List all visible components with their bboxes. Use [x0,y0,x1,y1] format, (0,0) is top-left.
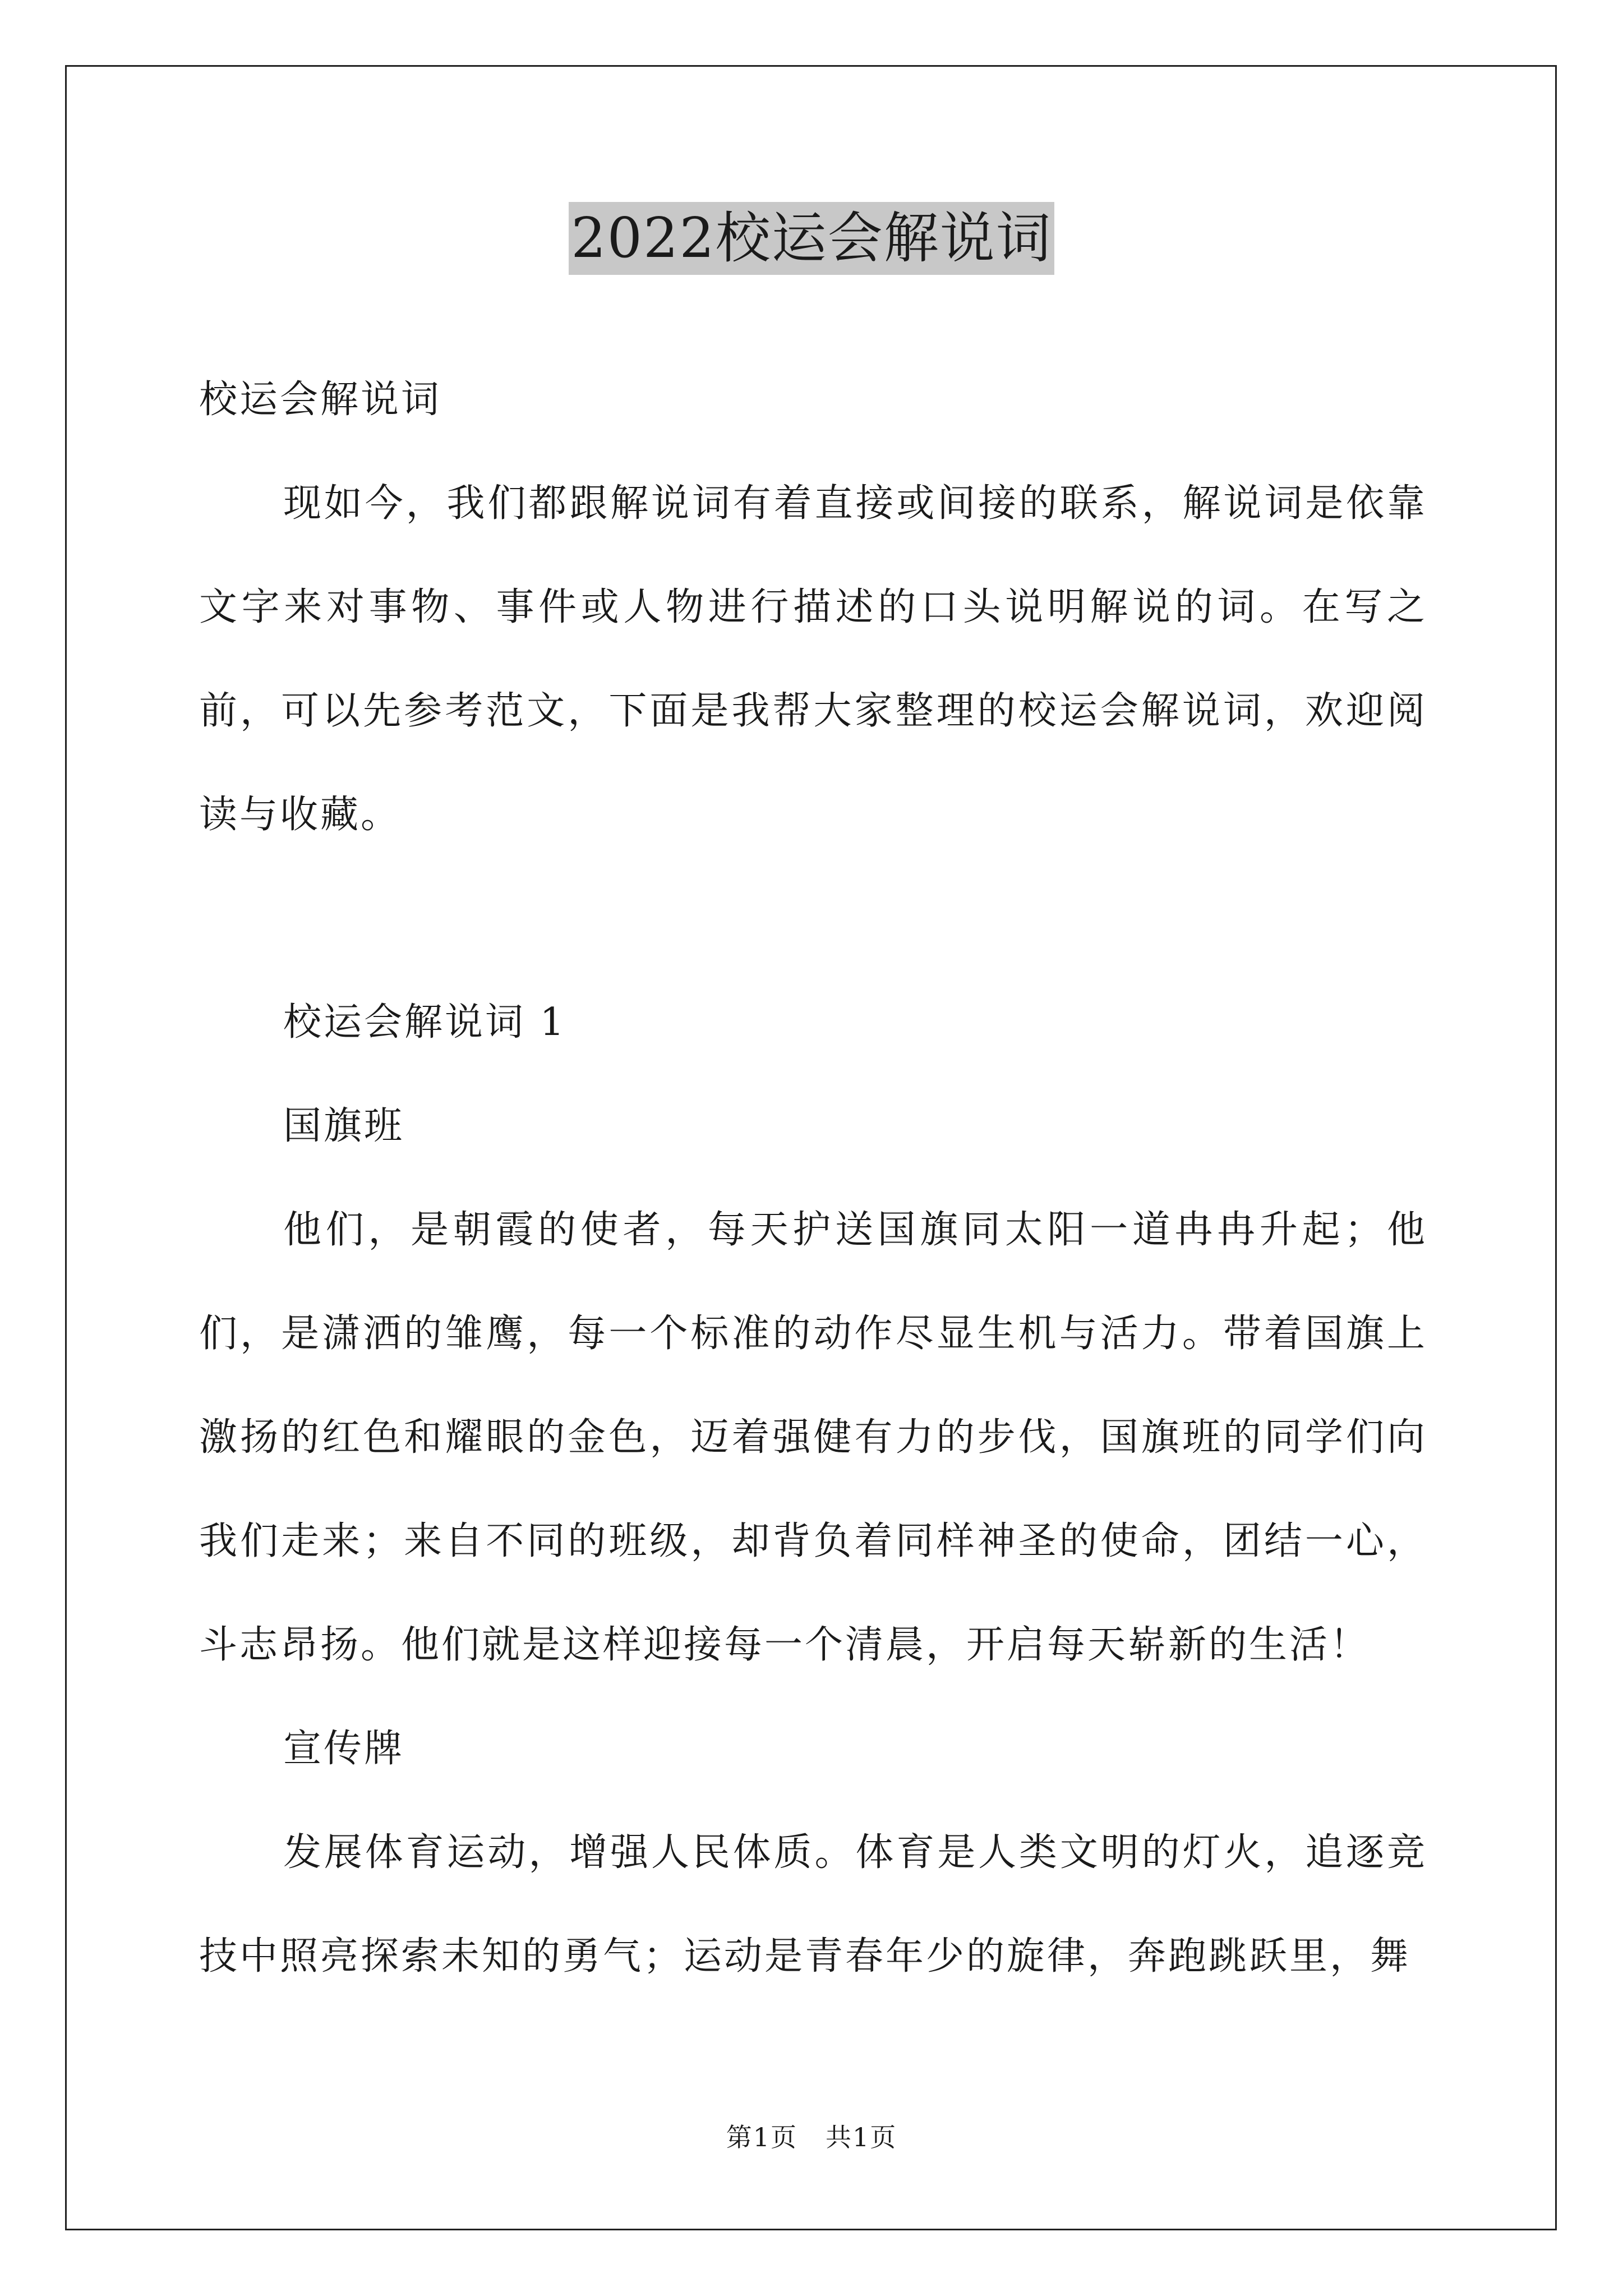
page-total: 共1页 [826,2122,897,2152]
title-container [0,202,1623,275]
page-number: 第1页 [726,2122,797,2152]
item-heading-publicity-board: 宣传牌 [283,1727,405,1771]
paragraph-spacer [199,867,1427,970]
section-heading: 校运会解说词 1 [283,1000,566,1045]
document-title: 2022校运会解说词 [569,202,1054,275]
document-body [199,348,1427,2008]
page-footer [0,2120,1623,2154]
intro-paragraph: 现如今，我们都跟解说词有着直接或间接的联系，解说词是依靠文字来对事物、事件或人物进行描述的口头说明解说的词。在写之前，可以先参考范文，下面是我帮大家整理的校运会解说词，欢迎阅读与收藏。 [199,481,1427,837]
item-heading-flag-team: 国旗班 [283,1104,405,1148]
item-body-publicity-board: 发展体育运动，增强人民体质。体育是人类文明的灯火，追逐竞技中照亮探索未知的勇气；运动是青春年少的旋律，奔跑跳跃里，舞 [199,1830,1427,1978]
item-body-flag-team: 他们，是朝霞的使者，每天护送国旗同太阳一道冉冉升起；他们，是潇洒的雏鹰，每一个标准的动作尽显生机与活力。带着国旗上激扬的红色和耀眼的金色，迈着强健有力的步伐，国旗班的同学们向我们走来；来自不同的班级，却背负着同样神圣的使命，团结一心，斗志昂扬。他们就是这样迎接每一个清晨，开启每天崭新的生活！ [199,1208,1427,1667]
document-subtitle: 校运会解说词 [199,378,442,422]
